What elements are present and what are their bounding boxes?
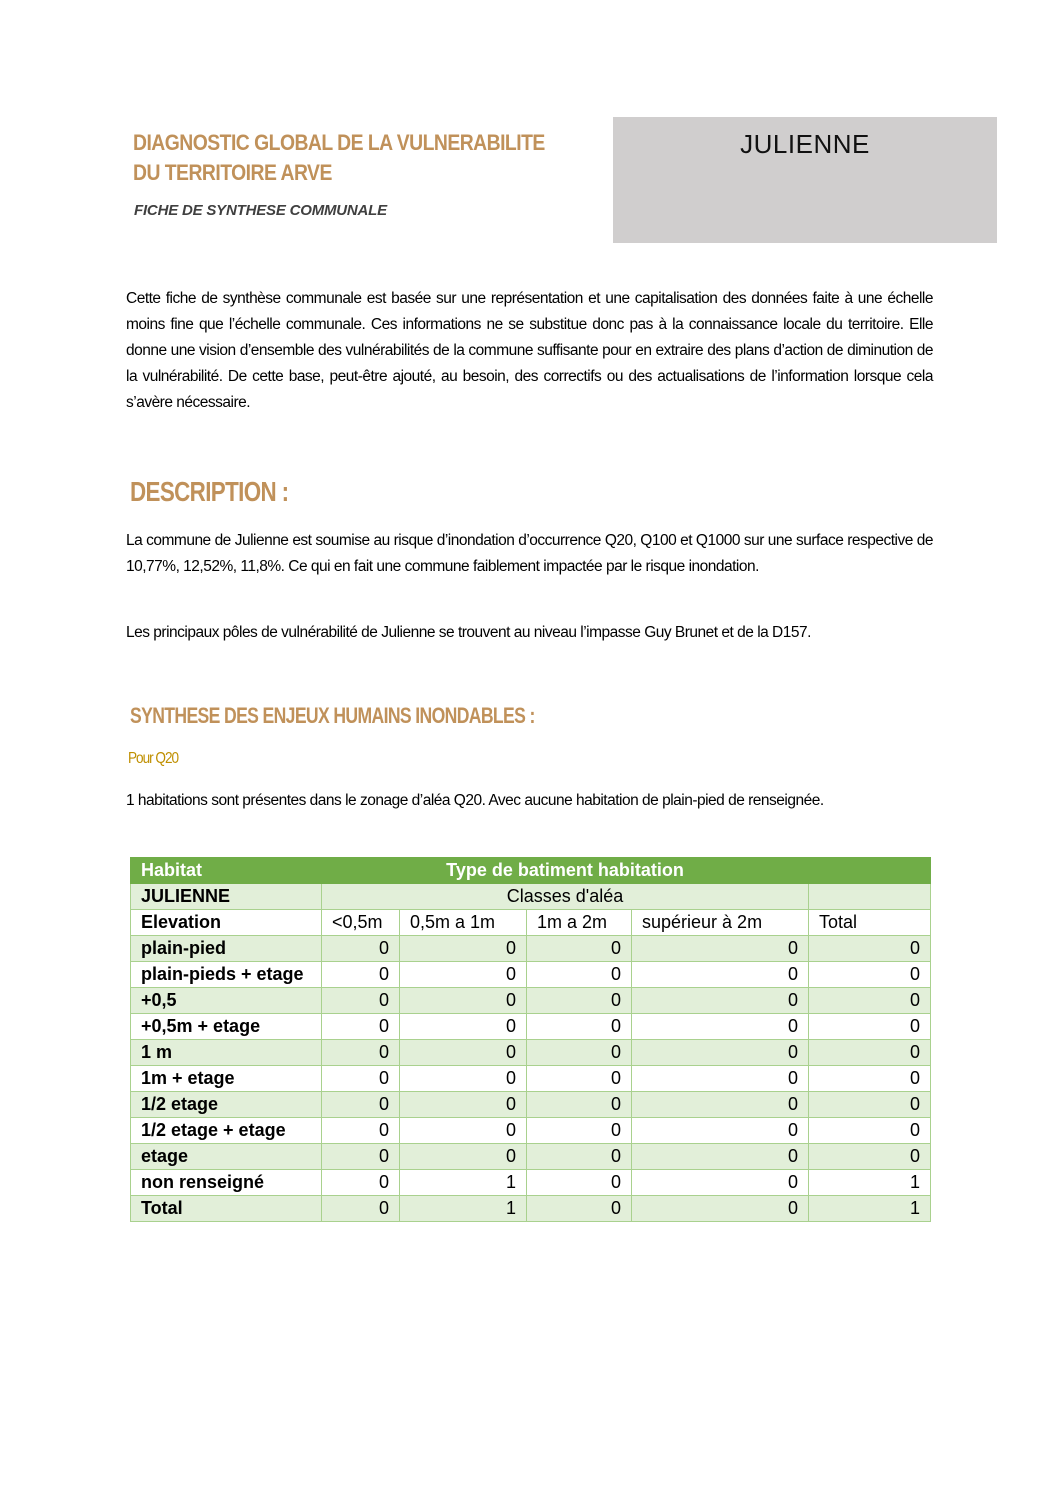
cell-value: 0: [809, 988, 931, 1014]
cell-value: 0: [400, 962, 527, 988]
cell-value: 0: [527, 1092, 632, 1118]
column-header: 1m a 2m: [527, 910, 632, 936]
cell-value: 0: [527, 936, 632, 962]
cell-value: 0: [632, 962, 809, 988]
commune-row-empty: [809, 884, 931, 910]
row-label: 1 m: [131, 1040, 322, 1066]
cell-value: 0: [322, 1196, 400, 1222]
cell-value: 0: [809, 1014, 931, 1040]
cell-value: 0: [632, 1170, 809, 1196]
row-label: Total: [131, 1196, 322, 1222]
cell-value: 0: [632, 1040, 809, 1066]
table-row: [131, 1066, 931, 1092]
cell-value: 0: [809, 1040, 931, 1066]
cell-value: 0: [809, 1118, 931, 1144]
header-empty: [809, 858, 931, 884]
cell-value: 0: [527, 1014, 632, 1040]
cell-value: 1: [400, 1170, 527, 1196]
cell-value: 0: [322, 988, 400, 1014]
commune-name: JULIENNE: [740, 129, 870, 159]
table-row: [131, 962, 931, 988]
cell-value: 0: [400, 1014, 527, 1040]
title-line-1: DIAGNOSTIC GLOBAL DE LA VULNERABILITE: [133, 130, 545, 155]
cell-value: 0: [632, 1066, 809, 1092]
cell-value: 1: [809, 1196, 931, 1222]
table-row: [131, 1092, 931, 1118]
cell-value: 0: [322, 1170, 400, 1196]
cell-value: 0: [527, 1040, 632, 1066]
cell-value: 0: [400, 1118, 527, 1144]
row-label: etage: [131, 1144, 322, 1170]
cell-value: 0: [809, 936, 931, 962]
description-heading: DESCRIPTION :: [130, 476, 289, 507]
cell-value: 0: [400, 936, 527, 962]
cell-value: 1: [809, 1170, 931, 1196]
cell-value: 0: [322, 962, 400, 988]
cell-value: 0: [400, 988, 527, 1014]
column-header: 0,5m a 1m: [400, 910, 527, 936]
cell-value: 0: [809, 962, 931, 988]
cell-value: 0: [527, 988, 632, 1014]
cell-value: 0: [322, 1040, 400, 1066]
habitat-table: [130, 857, 931, 1222]
cell-value: 0: [322, 1144, 400, 1170]
cell-value: 0: [809, 1092, 931, 1118]
column-header: Total: [809, 910, 931, 936]
cell-value: 0: [809, 1066, 931, 1092]
q20-subheading: Pour Q20: [128, 750, 179, 767]
cell-value: 0: [527, 1170, 632, 1196]
title-line-2: DU TERRITOIRE ARVE: [133, 160, 332, 185]
table-row: [131, 936, 931, 962]
table-row: [131, 1014, 931, 1040]
column-header: <0,5m: [322, 910, 400, 936]
cell-value: 0: [632, 1144, 809, 1170]
intro-paragraph: Cette fiche de synthèse communale est basée sur une représentation et une capitalisation des données faite à une échelle moins fine que l’échelle communale. Ces informations ne se substitue donc pas à la connaissance locale du territoire. Elle donne une vision d’ensemble des vulnérabilités de la commune suffisante pour en extraire des plans d’action de diminution de la vulnérabilité. De cette base, peut-être ajouté, au besoin, des correctifs ou des actualisations de l’information lorsque cela s’avère nécessaire.: [126, 290, 933, 411]
description-paragraph-1: La commune de Julienne est soumise au risque d’inondation d’occurrence Q20, Q100 et Q1000 sur une surface respective de 10,77%, 12,52%, 11,8%. Ce qui en fait une commune faiblement impactée par le risque inondation.: [126, 532, 933, 575]
cell-value: 0: [632, 1014, 809, 1040]
cell-value: 0: [322, 1092, 400, 1118]
table-body: [131, 936, 931, 1222]
table-header-row: [131, 858, 931, 884]
table-row: [131, 1170, 931, 1196]
cell-value: 0: [632, 1092, 809, 1118]
cell-value: 0: [527, 1118, 632, 1144]
cell-value: 0: [527, 1066, 632, 1092]
document-title: [133, 128, 545, 188]
commune-box: [613, 117, 997, 243]
document-subtitle: FICHE DE SYNTHESE COMMUNALE: [134, 202, 387, 219]
cell-value: 1: [400, 1196, 527, 1222]
elevation-label: Elevation: [131, 910, 322, 936]
cell-value: 0: [527, 1144, 632, 1170]
table-row: [131, 1040, 931, 1066]
table-columns-row: [131, 910, 931, 936]
cell-value: 0: [400, 1092, 527, 1118]
cell-value: 0: [809, 1144, 931, 1170]
header-title: Type de batiment habitation: [322, 858, 809, 884]
column-header: supérieur à 2m: [632, 910, 809, 936]
cell-value: 0: [527, 1196, 632, 1222]
cell-value: 0: [400, 1066, 527, 1092]
description-paragraph-2: Les principaux pôles de vulnérabilité de Julienne se trouvent au niveau l’impasse Guy Brunet et de la D157.: [126, 624, 811, 641]
row-label: 1/2 etage + etage: [131, 1118, 322, 1144]
table-commune-row: [131, 884, 931, 910]
row-label: 1/2 etage: [131, 1092, 322, 1118]
row-label: +0,5: [131, 988, 322, 1014]
cell-value: 0: [322, 1014, 400, 1040]
classes-label: Classes d'aléa: [322, 884, 809, 910]
synthese-paragraph: 1 habitations sont présentes dans le zonage d’aléa Q20. Avec aucune habitation de plain-pied de renseignée.: [126, 792, 824, 809]
commune-label: JULIENNE: [131, 884, 322, 910]
header-habitat: Habitat: [131, 858, 322, 884]
cell-value: 0: [322, 936, 400, 962]
cell-value: 0: [400, 1040, 527, 1066]
cell-value: 0: [632, 1196, 809, 1222]
row-label: non renseigné: [131, 1170, 322, 1196]
table-row: [131, 1118, 931, 1144]
cell-value: 0: [322, 1066, 400, 1092]
row-label: plain-pieds + etage: [131, 962, 322, 988]
table-row: [131, 1196, 931, 1222]
table-row: [131, 988, 931, 1014]
row-label: +0,5m + etage: [131, 1014, 322, 1040]
cell-value: 0: [632, 1118, 809, 1144]
table-row: [131, 1144, 931, 1170]
cell-value: 0: [322, 1118, 400, 1144]
cell-value: 0: [400, 1144, 527, 1170]
synthese-heading: SYNTHESE DES ENJEUX HUMAINS INONDABLES :: [130, 703, 535, 728]
cell-value: 0: [527, 962, 632, 988]
row-label: plain-pied: [131, 936, 322, 962]
cell-value: 0: [632, 936, 809, 962]
cell-value: 0: [632, 988, 809, 1014]
row-label: 1m + etage: [131, 1066, 322, 1092]
